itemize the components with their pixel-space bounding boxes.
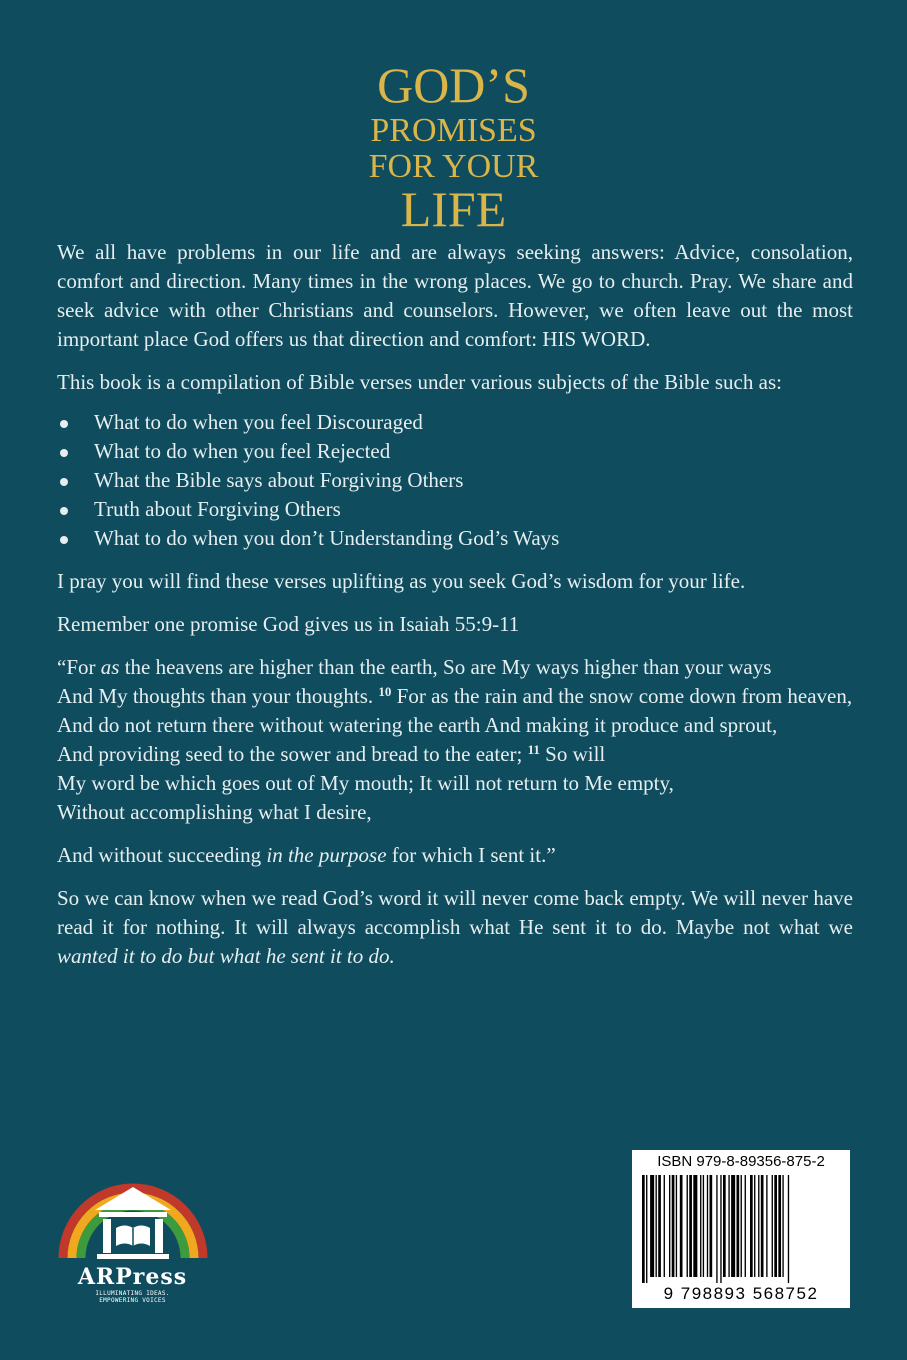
barcode-bar (761, 1175, 764, 1277)
list-item (57, 524, 853, 553)
title-line-1: GOD’S (377, 57, 530, 113)
list-item-text: What to do when you don’t Understanding God’s Ways (94, 526, 560, 550)
verse-italic: in the purpose (266, 843, 387, 867)
barcode-number: 9 798893 568752 (663, 1284, 819, 1303)
list-item-text: What to do when you feel Discouraged (94, 410, 423, 434)
bullet-icon (60, 478, 68, 486)
barcode-bar (656, 1175, 657, 1277)
barcode-bar (754, 1175, 755, 1277)
pray-paragraph: I pray you will find these verses uplifting as you seek God’s wisdom for your life. (57, 569, 746, 593)
barcode-bar (778, 1175, 781, 1277)
barcode-bar (716, 1175, 717, 1283)
verse-text: for which I sent it.” (386, 843, 556, 867)
barcode-bar (772, 1175, 773, 1277)
barcode-bar (731, 1175, 735, 1277)
remember-paragraph: Remember one promise God gives us in Isaiah 55:9-11 (57, 612, 520, 636)
verse-text: And providing seed to the sower and bread to the eater; (57, 742, 528, 766)
barcode-bars-icon (640, 1175, 842, 1283)
barcode-bar (642, 1175, 645, 1283)
closing-text: So we can know when we read God’s word it will never come back empty. We will never have read it for nothing. It will always accomplish what He sent it to do. Maybe not what we (57, 886, 853, 939)
barcode-bar (687, 1175, 688, 1277)
barcode-bar (741, 1175, 742, 1277)
barcode-bar (723, 1175, 726, 1277)
barcode-bar (676, 1175, 677, 1277)
back-cover-text (57, 238, 853, 971)
verse-text: Without accomplishing what I desire, (57, 800, 372, 824)
barcode-bar (782, 1175, 783, 1277)
title-line-3: FOR YOUR (368, 148, 539, 185)
verse-text: And My thoughts than your thoughts. (57, 684, 379, 708)
barcode-bar (710, 1175, 713, 1277)
list-item-text: What the Bible says about Forgiving Others (94, 468, 464, 492)
bullet-icon (60, 536, 68, 544)
compilation-paragraph: This book is a compilation of Bible verses under various subjects of the Bible such as: (57, 370, 782, 394)
verse-number: 10 (378, 684, 392, 699)
tagline-line-2: EMPOWERING VOICES (99, 1297, 166, 1304)
closing-italic: wanted it to do but what he sent it to do. (57, 944, 395, 968)
barcode-bar (689, 1175, 692, 1277)
barcode-bar (750, 1175, 753, 1277)
barcode-bar (758, 1175, 759, 1277)
barcode-bar (707, 1175, 708, 1277)
topic-list (57, 408, 853, 553)
book-title (0, 57, 907, 237)
barcode-bar (646, 1175, 647, 1283)
tagline-line-1: ILLUMINATING IDEAS. (95, 1290, 170, 1297)
barcode-bar (650, 1175, 654, 1277)
list-item (57, 466, 853, 495)
barcode-bar (664, 1175, 665, 1277)
barcode-bar (766, 1175, 767, 1277)
list-item (57, 495, 853, 524)
barcode-bar (700, 1175, 701, 1277)
bullet-icon (60, 420, 68, 428)
verse-text: the heavens are higher than the earth, So are My ways higher than your ways (119, 655, 772, 679)
title-line-2: PROMISES (370, 112, 537, 149)
barcode-bar (788, 1175, 789, 1283)
scripture-verse (57, 653, 853, 827)
verse-text: For as the rain and the snow come down from heaven, (391, 684, 853, 708)
isbn-barcode (632, 1150, 850, 1308)
barcode-bar (728, 1175, 729, 1277)
barcode-bar (693, 1175, 697, 1277)
barcode-bar (745, 1175, 746, 1277)
verse-text: So will (539, 742, 606, 766)
list-item-text: Truth about Forgiving Others (94, 497, 341, 521)
closing-paragraph (57, 884, 853, 971)
scripture-verse-end (57, 841, 853, 870)
bullet-icon (60, 507, 68, 515)
title-line-4: LIFE (400, 181, 507, 237)
barcode-bar (680, 1175, 683, 1277)
barcode-bar (658, 1175, 661, 1277)
barcode-bar (774, 1175, 777, 1277)
barcode-bar (703, 1175, 704, 1277)
barcode-bar (720, 1175, 721, 1283)
isbn-label: ISBN 979-8-89356-875-2 (657, 1153, 825, 1170)
verse-text: And without succeeding (57, 843, 267, 867)
verse-number: 11 (527, 742, 540, 757)
intro-paragraph: We all have problems in our life and are always seeking answers: Advice, consolation, comfort and direction. Many times in the wrong places. We go to church. Pray. We share and seek advice with other Christians and counselors. However, we often leave out the most important place God offers us that direction and comfort: HIS WORD. (57, 240, 853, 351)
publisher-tagline (55, 1290, 210, 1304)
barcode-bar (669, 1175, 670, 1277)
list-item (57, 408, 853, 437)
bullet-icon (60, 449, 68, 457)
barcode-bar (672, 1175, 675, 1277)
verse-text: My word be which goes out of My mouth; It will not return to Me empty, (57, 771, 674, 795)
list-item (57, 437, 853, 466)
publisher-name: ARPress (77, 1264, 188, 1290)
list-item-text: What to do when you feel Rejected (94, 439, 391, 463)
barcode-bar (737, 1175, 740, 1277)
verse-text: “For (57, 655, 101, 679)
verse-text: And do not return there without watering the earth And making it produce and sprout, (57, 713, 778, 737)
verse-italic: as (100, 655, 120, 679)
